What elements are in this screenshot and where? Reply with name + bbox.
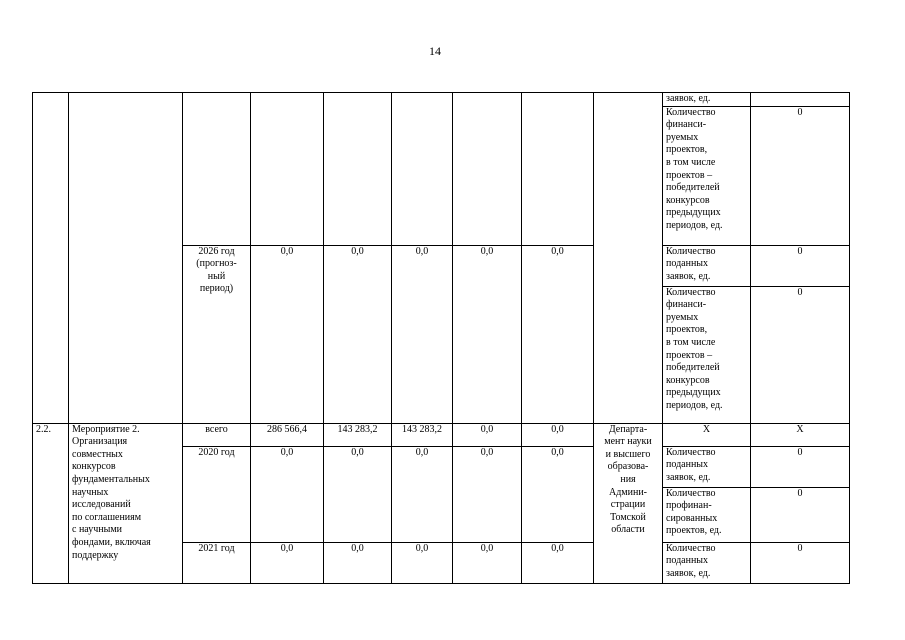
measure-number: 2.2.	[33, 423, 69, 583]
period-cell: всего	[183, 423, 251, 446]
local-cell: 0,0	[453, 245, 522, 423]
cont-executor-cell	[594, 93, 663, 424]
regional-cell: 0,0	[392, 245, 453, 423]
indicator-value	[751, 93, 850, 107]
regional-cell: 0,0	[392, 446, 453, 542]
total-cell: 0,0	[251, 542, 324, 583]
federal-cell: 0,0	[324, 446, 392, 542]
indicator-name: заявок, ед.	[663, 93, 751, 107]
budget-table	[32, 92, 850, 584]
federal-cell: 0,0	[324, 245, 392, 423]
cont-total-cell	[251, 93, 324, 246]
indicator-value: Х	[751, 423, 850, 446]
period-cell: 2020 год	[183, 446, 251, 542]
cont-period-cell	[183, 93, 251, 246]
indicator-value: 0	[751, 245, 850, 286]
period-cell: 2026 год (прогноз- ный период)	[183, 245, 251, 423]
indicator-name: Количество финанси- руемых проектов, в том числе проектов – победителей конкурсов предыдущих периодов, ед.	[663, 106, 751, 245]
cont-local-cell	[453, 93, 522, 246]
indicator-name: Количество поданных заявок, ед.	[663, 542, 751, 583]
indicator-value: 0	[751, 542, 850, 583]
indicator-name: Количество поданных заявок, ед.	[663, 446, 751, 487]
indicator-value: 0	[751, 286, 850, 423]
cont-federal-cell	[324, 93, 392, 246]
cont-regional-cell	[392, 93, 453, 246]
local-cell: 0,0	[453, 446, 522, 542]
measure-name: Мероприятие 2. Организация совместных конкурсов фундаментальных научных исследований по соглашениям с научными фондами, включая поддержку	[69, 423, 183, 583]
indicator-name: Количество поданных заявок, ед.	[663, 245, 751, 286]
page-number: 14	[429, 44, 441, 58]
extra-cell: 0,0	[522, 542, 594, 583]
federal-cell: 143 283,2	[324, 423, 392, 446]
local-cell: 0,0	[453, 423, 522, 446]
period-cell: 2021 год	[183, 542, 251, 583]
total-cell: 0,0	[251, 446, 324, 542]
indicator-value: 0	[751, 487, 850, 542]
indicator-name: Количество профинан- сированных проектов, ед.	[663, 487, 751, 542]
total-cell: 0,0	[251, 245, 324, 423]
indicator-value: 0	[751, 446, 850, 487]
indicator-name: Количество финанси- руемых проектов, в том числе проектов – победителей конкурсов предыдущих периодов, ед.	[663, 286, 751, 423]
cont-number-cell	[33, 93, 69, 424]
regional-cell: 143 283,2	[392, 423, 453, 446]
total-cell: 286 566,4	[251, 423, 324, 446]
extra-cell: 0,0	[522, 423, 594, 446]
indicator-value: 0	[751, 106, 850, 245]
indicator-name: Х	[663, 423, 751, 446]
local-cell: 0,0	[453, 542, 522, 583]
extra-cell: 0,0	[522, 245, 594, 423]
federal-cell: 0,0	[324, 542, 392, 583]
cont-extra-cell	[522, 93, 594, 246]
executor-cell: Департа- мент науки и высшего образова- ния Админи- страции Томской области	[594, 423, 663, 583]
extra-cell: 0,0	[522, 446, 594, 542]
regional-cell: 0,0	[392, 542, 453, 583]
cont-name-cell	[69, 93, 183, 424]
